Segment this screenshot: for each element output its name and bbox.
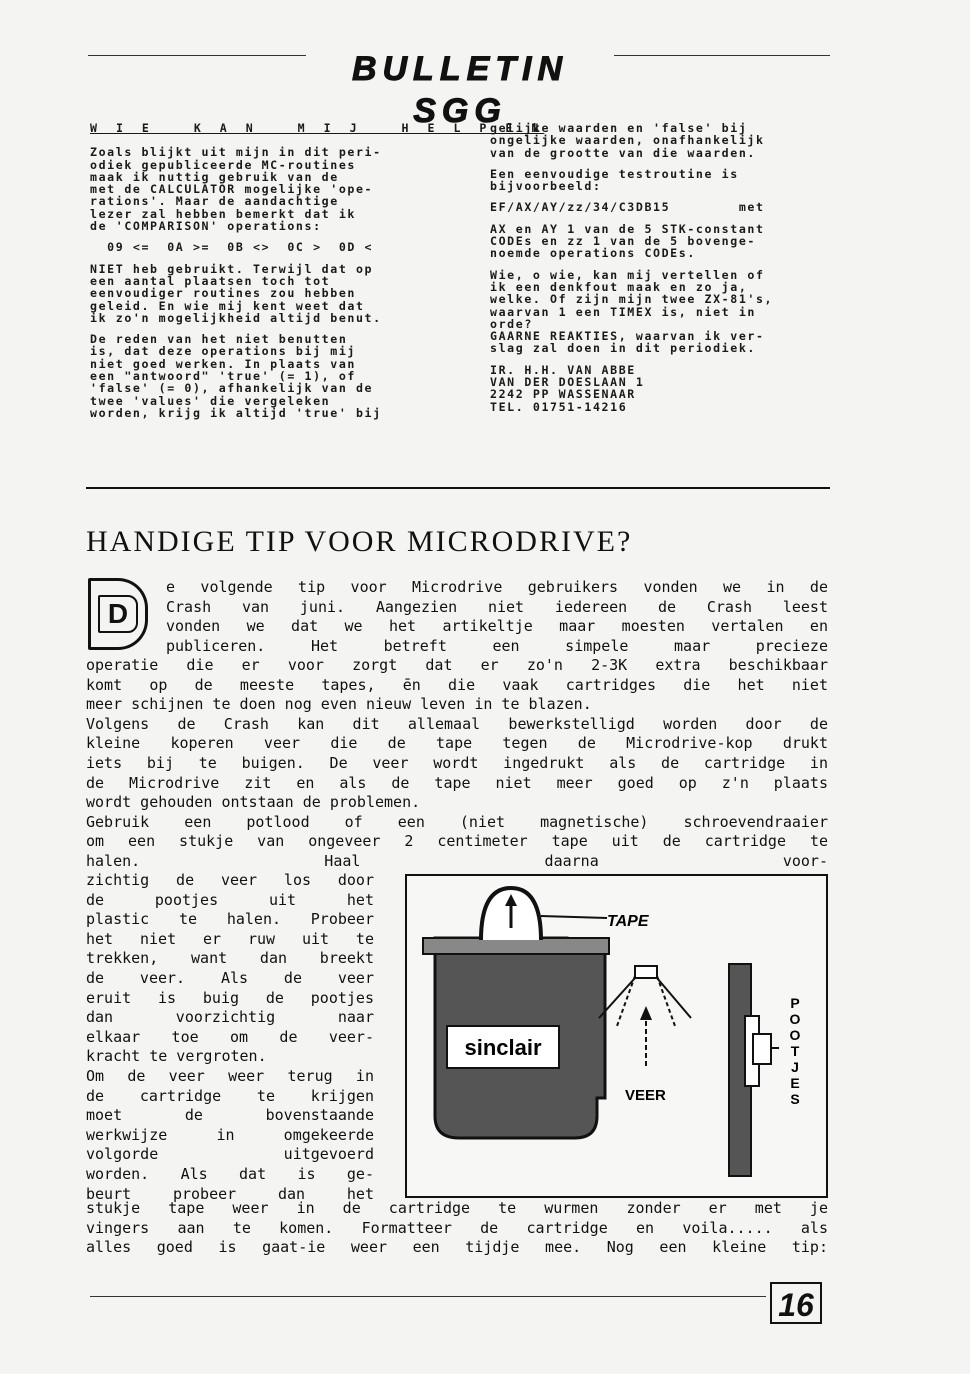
pootjes-label <box>790 995 801 1107</box>
tape-label: TAPE <box>607 913 649 930</box>
article-title: HANDIGE TIP VOOR MICRODRIVE? <box>86 525 633 558</box>
pootjes-letter: J <box>791 1059 799 1075</box>
text-line: Om de veer weer terug in <box>86 1066 374 1085</box>
pootjes-letter: O <box>789 1011 801 1027</box>
pootjes-letter: S <box>790 1091 800 1107</box>
text-line: elkaar toe om de veer- <box>86 1027 374 1046</box>
article-intro <box>166 578 828 656</box>
text-line: worden. Als dat is ge- <box>86 1164 374 1183</box>
text-line: iets bij te buigen. De veer wordt ingedrukt als de cartridge in <box>86 753 828 772</box>
text-line: publiceren. Het betreft een simpele maar precieze <box>166 636 828 655</box>
dropcap-letter: D <box>98 595 138 633</box>
left_column-paragraph: W I E K A N M I J H E L P E N <box>90 121 545 135</box>
text-line: de Microdrive zit en als de tape niet meer goed op z'n plaats <box>86 773 828 792</box>
left_column-paragraph: De reden van het niet benutten is, dat deze operations bij mij niet goed werken. In plaats van een "antwoord" 'true' (= 1), of 'false' (= 0), afhankelijk van de twee 'values' die vergeleken worden, krijg ik altijd 'true' bij <box>90 332 382 420</box>
left_column-paragraph: Zoals blijkt uit mijn in dit peri- odiek gepubliceerde MC-routines maak ik nuttig gebruik van de met de CALCULATOR mogelijke 'ope- rations'. Maar de aandachtige lezer zal hebben bemerkt dat ik de 'COMPARISON' operations: <box>90 145 382 234</box>
pootjes-letter: T <box>790 1043 800 1059</box>
cartridge-illustration <box>405 874 828 1198</box>
veer-label: VEER <box>625 1087 666 1104</box>
cartridge-drawing <box>407 876 826 1196</box>
article-body-narrow <box>86 871 374 1204</box>
brand-label: sinclair <box>464 1035 542 1060</box>
right_column-paragraph: Een eenvoudige testroutine is bijvoorbeeld: <box>490 166 739 194</box>
text-line: Volgens de Crash kan dit allemaal bewerkstelligd worden door de <box>86 714 828 733</box>
text-line: het niet er ruw uit te <box>86 929 374 948</box>
bulletin-title: BULLETIN SGG <box>351 50 569 130</box>
left-column <box>90 121 545 428</box>
pootjes-letter: O <box>789 1027 801 1043</box>
left_column-paragraph: NIET heb gebruikt. Terwijl dat op een aantal plaatsen toch tot eenvoudiger routines zou hebben geleid. En wie mij kent weet dat ik zo'n mogelijkheid altijd benut. <box>90 261 382 325</box>
section-divider <box>86 487 830 489</box>
text-line: de cartridge te krijgen <box>86 1086 374 1105</box>
text-line: de veer. Als de veer <box>86 968 374 987</box>
text-line: alles goed is gaat-ie weer een tijdje mee. Nog een kleine tip: <box>86 1238 828 1257</box>
text-line: dan voorzichtig naar <box>86 1008 374 1027</box>
text-line: plastic te halen. Probeer <box>86 910 374 929</box>
text-line: volgorde uitgevoerd <box>86 1145 374 1164</box>
article-body <box>86 656 828 872</box>
text-line: zichtig de veer los door <box>86 871 374 889</box>
right_column-paragraph: AX en AY 1 van de 5 STK-constant CODEs en zz 1 van de 5 bovenge- noemde operations CODEs. <box>490 221 765 261</box>
text-line: e volgende tip voor Microdrive gebruikers vonden we in de <box>166 578 828 596</box>
text-line: trekken, want dan breekt <box>86 949 374 968</box>
text-line: vonden we dat we het artikeltje maar moesten vertalen en <box>166 617 828 636</box>
page-number: 16 <box>770 1282 822 1324</box>
text-line: wordt gehouden ontstaan de problemen. <box>86 793 421 812</box>
header-rule-left <box>88 55 306 56</box>
text-line: de pootjes uit het <box>86 890 374 909</box>
right_column-paragraph: Wie, o wie, kan mij vertellen of ik een denkfout maak en zo ja, welke. Of zijn mijn twee ZX-81's, waarvan 1 een TIMEX is, niet in orde? GAARNE REAKTIES, waarvan ik ver- slag zal doen in dit periodiek. <box>490 267 774 356</box>
text-line: moet de bovenstaande <box>86 1106 374 1125</box>
article-closing <box>86 1199 828 1258</box>
text-line: vingers aan te komen. Formatteer de cartridge en voila..... als <box>86 1218 828 1237</box>
text-line: Crash van juni. Aangezien niet iedereen de Crash leest <box>166 597 828 616</box>
right_column-paragraph: IR. H.H. VAN ABBE VAN DER DOESLAAN 1 2242 PP WASSENAAR TEL. 01751-14216 <box>490 362 645 414</box>
text-line: om een stukje van ongeveer 2 centimeter tape uit de cartridge te <box>86 832 828 851</box>
right_column-paragraph: EF/AX/AY/zz/34/C3DB15 met <box>490 200 765 215</box>
text-line: operatie die er voor zorgt dat er zo'n 2-3K extra beschikbaar <box>86 656 828 674</box>
right_column-paragraph: gelijke waarden en 'false' bij ongelijke waarden, onafhankelijk van de grootte van die waarden. <box>490 121 765 160</box>
text-line: kleine koperen veer die de tape tegen de Microdrive-kop drukt <box>86 734 828 753</box>
text-line: werkwijze in omgekeerde <box>86 1125 374 1144</box>
text-line: halen. Haal daarna voor- <box>86 851 828 870</box>
footer-rule <box>90 1296 766 1297</box>
dropcap <box>88 578 148 650</box>
pootjes-letter: E <box>790 1075 800 1091</box>
text-line: eruit is buig de pootjes <box>86 988 374 1007</box>
right-column <box>490 122 850 422</box>
text-line: Gebruik een potlood of een (niet magnetische) schroevendraaier <box>86 812 828 831</box>
header-rule-right <box>614 55 830 56</box>
pootjes-letter: P <box>790 995 800 1011</box>
left_column-paragraph: 09 <= 0A >= 0B <> 0C > 0D < <box>90 240 374 255</box>
text-line: stukje tape weer in de cartridge te wurmen zonder er met je <box>86 1199 828 1217</box>
text-line: beurt probeer dan het <box>86 1184 374 1203</box>
text-line: komt op de meeste tapes, ēn die vaak cartridges die het niet <box>86 675 828 694</box>
text-line: meer schijnen te doen nog even nieuw leven in te blazen. <box>86 695 592 714</box>
text-line: kracht te vergroten. <box>86 1047 267 1066</box>
